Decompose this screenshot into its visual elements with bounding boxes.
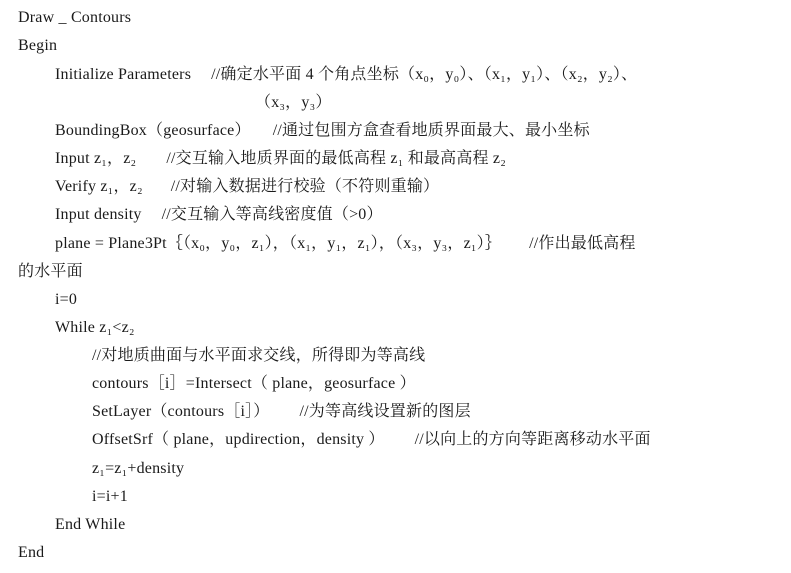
code-comment: //确定水平面 4 个角点坐标（x₀，y₀）、（x₁，y₁）、（x₂，y₂）、 — [211, 66, 638, 83]
offsetsrf-line — [92, 430, 651, 452]
code-text: i=0 — [55, 291, 78, 308]
algorithm-title — [18, 8, 131, 30]
code-text: plane = Plane3Pt｛（x₀，y₀，z₁），（x₁，y₁，z₁），（x₃，y₃，z₁）｝ — [55, 235, 502, 252]
code-text: i=i+1 — [92, 488, 128, 505]
code-text: Input z₁，z₂ — [55, 150, 137, 167]
input-z-line — [55, 149, 506, 171]
i-init-line — [55, 290, 77, 312]
i-increment-line — [92, 487, 128, 509]
end-while-line — [55, 515, 125, 537]
code-comment: //作出最低高程 — [529, 235, 636, 252]
code-text: z₁=z₁+density — [92, 460, 185, 477]
code-text: Begin — [18, 37, 58, 54]
end-keyword — [18, 543, 44, 565]
code-text: Input density — [55, 206, 142, 223]
plane-line — [55, 234, 636, 256]
code-text: End — [18, 544, 45, 561]
setlayer-line — [92, 402, 471, 424]
intersect-comment-line — [92, 346, 425, 368]
code-text: contours［i］=Intersect（ plane，geosurface ） — [92, 375, 416, 392]
code-text: OffsetSrf（ plane，updirection，density ） — [92, 431, 385, 448]
code-comment: //以向上的方向等距离移动水平面 — [414, 431, 651, 448]
code-comment: //对地质曲面与水平面求交线，所得即为等高线 — [92, 347, 426, 364]
code-text: End While — [55, 516, 126, 533]
code-comment: //交互输入等高线密度值（>0） — [161, 206, 383, 223]
code-text: SetLayer（contours［i］） — [92, 403, 270, 420]
contours-line — [92, 374, 416, 396]
code-text: Draw _ Contours — [18, 9, 132, 26]
init-parameters-line — [55, 65, 637, 87]
code-comment: //对输入数据进行校验（不符则重输） — [170, 178, 440, 195]
input-density-line — [55, 205, 383, 227]
begin-keyword — [18, 36, 57, 58]
verify-z-line — [55, 177, 439, 199]
code-text: Verify z₁，z₂ — [55, 178, 143, 195]
plane-line-continuation — [18, 262, 83, 284]
code-comment: //通过包围方盒查看地质界面最大、最小坐标 — [272, 122, 590, 139]
code-text: BoundingBox（geosurface） — [55, 122, 251, 139]
while-line — [55, 318, 135, 340]
z-increment-line — [92, 459, 184, 481]
code-text: Initialize Parameters — [55, 66, 192, 83]
code-comment: //交互输入地质界面的最低高程 z₁ 和最高高程 z₂ — [166, 150, 506, 167]
code-comment: 的水平面 — [18, 263, 83, 280]
init-parameters-continuation — [255, 93, 332, 115]
code-comment: //为等高线设置新的图层 — [299, 403, 471, 420]
code-comment: （x₃，y₃） — [255, 94, 332, 111]
bounding-box-line — [55, 121, 590, 143]
code-text: While z₁<z₂ — [55, 319, 135, 336]
